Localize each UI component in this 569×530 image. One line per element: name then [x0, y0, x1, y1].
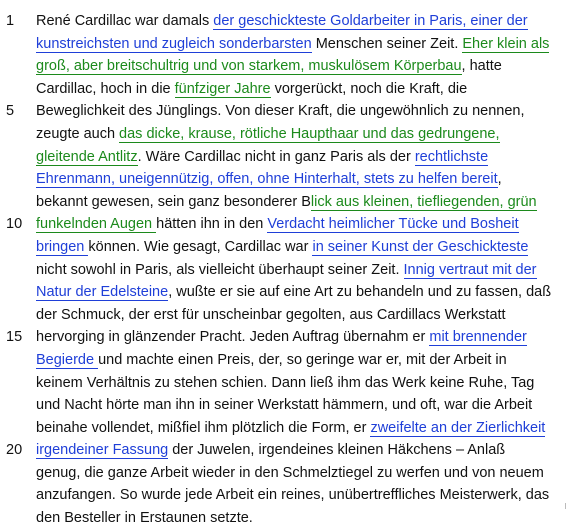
blue-highlighted-phrase: Begierde — [36, 351, 99, 368]
line-number: 5 — [6, 103, 15, 120]
text-line — [0, 33, 569, 56]
green-highlighted-phrase: groß, aber breitschultrig und von starkem, muskulösem Körperbau — [36, 58, 462, 75]
text-segment: und machte einen Preis, der, so geringe war er, mit der Arbeit in — [98, 351, 507, 368]
text-segment: der Juwelen, irgendeines kleinen Häkchens – Anlaß — [168, 442, 506, 459]
blue-highlighted-phrase: Ehrenmann, uneigennützig, offen, ohne Hinterhalt, stets zu helfen bereit — [36, 171, 498, 188]
text-segment: , wußte er sie auf eine Art zu behandeln und zu fassen, daß — [168, 284, 552, 301]
line-number: 15 — [6, 329, 23, 346]
text-line — [0, 394, 569, 417]
text-line — [0, 213, 569, 236]
text-segment: und Nacht hörte man ihn in seiner Werkstatt hämmern, und oft, war die Arbeit — [36, 397, 533, 414]
line-text — [36, 417, 545, 440]
text-segment: anzufangen. So wurde jede Arbeit ein reines, unübertreffliches Meisterwerk, das — [36, 487, 550, 504]
page-corner-mark — [565, 503, 566, 509]
text-segment: , — [497, 171, 502, 188]
blue-highlighted-phrase: kunstreichsten und zugleich sonderbarsten — [36, 35, 312, 52]
green-highlighted-phrase: fünfziger Jahre — [174, 80, 271, 97]
line-text — [36, 281, 551, 304]
text-line — [0, 484, 569, 507]
text-segment: . Wäre Cardillac nicht in ganz Paris als der — [137, 148, 415, 165]
text-segment: bekannt gewesen, sein ganz besonderer B — [36, 193, 311, 210]
text-segment: Cardillac, hoch in die — [36, 80, 175, 97]
line-text — [36, 349, 507, 372]
green-highlighted-phrase: das dicke, krause, rötliche Haupthaar und das gedrungene, — [119, 125, 500, 142]
line-number: 20 — [6, 442, 23, 459]
line-text — [36, 439, 505, 462]
line-text — [36, 304, 506, 327]
text-line — [0, 168, 569, 191]
text-segment: , hatte — [461, 58, 502, 75]
document-text — [0, 10, 569, 530]
green-highlighted-phrase: funkelnden Augen — [36, 216, 157, 233]
line-number: 1 — [6, 13, 15, 29]
text-line — [0, 123, 569, 146]
blue-highlighted-phrase: irgendeiner Fassung — [36, 442, 169, 459]
text-segment: zeugte auch — [36, 125, 120, 142]
line-text — [36, 507, 253, 530]
text-line — [0, 304, 569, 327]
blue-highlighted-phrase: Natur der Edelsteine — [36, 284, 169, 301]
line-text — [36, 213, 519, 236]
text-line — [0, 462, 569, 485]
text-line — [0, 10, 569, 33]
text-line — [0, 146, 569, 169]
blue-highlighted-phrase: mit brennender — [429, 329, 527, 346]
line-text — [36, 168, 502, 191]
text-line — [0, 236, 569, 259]
text-segment: hervorging in glänzender Pracht. Jeden Auftrag übernahm er — [36, 329, 430, 346]
text-line — [0, 78, 569, 101]
text-line — [0, 349, 569, 372]
line-text — [36, 78, 467, 101]
line-text — [36, 462, 544, 485]
line-text — [36, 33, 549, 56]
text-segment: vorgerückt, noch die Kraft, die — [270, 80, 468, 97]
line-text — [36, 259, 537, 282]
line-number: 10 — [6, 216, 23, 233]
blue-highlighted-phrase: zweifelte an der Zierlichkeit — [370, 419, 546, 436]
text-line — [0, 281, 569, 304]
text-segment: keinem Verhältnis zu stehen schien. Dann ließ ihm das Werk keine Ruhe, Tag — [36, 374, 535, 391]
text-line — [0, 55, 569, 78]
text-line — [0, 372, 569, 395]
blue-highlighted-phrase: rechtlichste — [414, 148, 489, 165]
blue-highlighted-phrase: Verdacht heimlicher Tücke und Bosheit — [267, 216, 519, 233]
line-text — [36, 326, 527, 349]
green-highlighted-phrase: Eher klein als — [462, 35, 550, 52]
green-highlighted-phrase: lick aus kleinen, tiefliegenden, grün — [310, 193, 537, 210]
text-segment: können. Wie gesagt, Cardillac war — [88, 238, 313, 255]
text-line — [0, 439, 569, 462]
text-segment: René Cardillac war damals — [36, 13, 214, 29]
text-line — [0, 507, 569, 530]
text-segment: der Schmuck, der erst für unscheinbar gegolten, aus Cardillacs Werkstatt — [36, 306, 506, 323]
blue-highlighted-phrase: in seiner Kunst der Geschickteste — [312, 238, 529, 255]
line-text — [36, 10, 528, 33]
text-segment: hätten ihn in den — [156, 216, 268, 233]
text-segment: Beweglichkeit des Jünglings. Von dieser Kraft, die ungewöhnlich zu nennen, — [36, 103, 525, 120]
text-line — [0, 100, 569, 123]
green-highlighted-phrase: gleitende Antlitz — [36, 148, 138, 165]
line-text — [36, 372, 534, 395]
text-segment: beinahe vollendet, mißfiel ihm plötzlich die Form, er — [36, 419, 371, 436]
text-line — [0, 191, 569, 214]
line-text — [36, 394, 532, 417]
text-segment: den Besteller in Erstaunen setzte. — [36, 510, 253, 527]
line-text — [36, 191, 537, 214]
blue-highlighted-phrase: der geschickteste Goldarbeiter in Paris, einer der — [213, 13, 528, 29]
line-text — [36, 146, 488, 169]
text-line — [0, 259, 569, 282]
text-segment: nicht sowohl in Paris, als vielleicht überhaupt seiner Zeit. — [36, 261, 404, 278]
line-text — [36, 55, 502, 78]
line-text — [36, 100, 524, 123]
text-segment: genug, die ganze Arbeit wieder in den Schmelztiegel zu werfen und von neuem — [36, 464, 544, 481]
line-text — [36, 123, 500, 146]
line-text — [36, 484, 549, 507]
line-text — [36, 236, 528, 259]
text-line — [0, 417, 569, 440]
blue-highlighted-phrase: Innig vertraut mit der — [403, 261, 537, 278]
blue-highlighted-phrase: bringen — [36, 238, 89, 255]
text-line — [0, 326, 569, 349]
text-segment: Menschen seiner Zeit. — [311, 35, 463, 52]
